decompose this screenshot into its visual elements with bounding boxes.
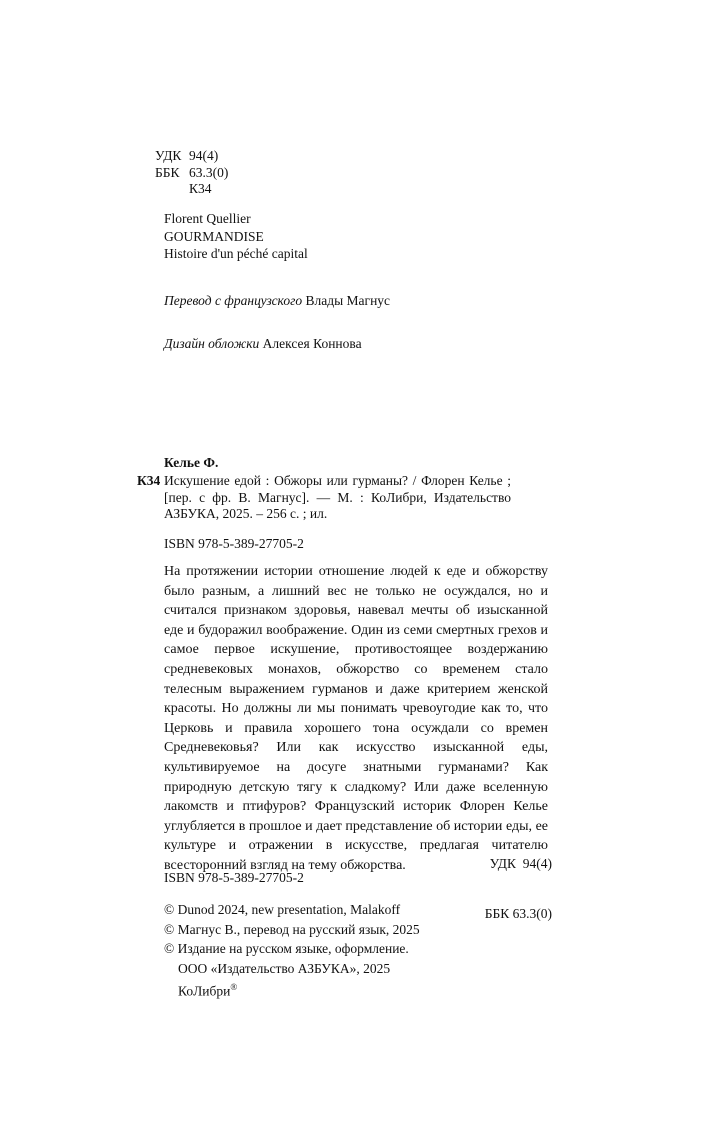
bbk-value: 63.3(0) [189, 164, 229, 180]
original-author: Florent Quellier [164, 211, 251, 226]
original-edition-block [164, 210, 308, 263]
copyright-line-3: © Издание на русском языке, оформление. [164, 941, 409, 956]
cover-designer-credit [164, 336, 362, 352]
cover-designer-label: Дизайн обложки [164, 336, 260, 351]
original-subtitle: Histoire d'un péché capital [164, 246, 308, 261]
classification-repeat-block [485, 823, 552, 955]
copyright-line-5 [164, 978, 420, 1001]
biblio-description-block [137, 473, 511, 523]
translator-credit [164, 293, 390, 309]
copyright-line-4: ООО «Издательство АЗБУКА», 2025 [178, 960, 391, 976]
copyright-line-1: © Dunod 2024, new presentation, Malakoff [164, 902, 401, 917]
biblio-description: Искушение едой : Обжоры или гурманы? / Флорен Келье ; [пер. с фр. В. Магнус]. — М. : КоЛибри, Издательство АЗБУКА, 2025. – 256 с. ; ил. [164, 473, 511, 521]
udk-value: 94(4) [189, 148, 219, 163]
udk-label: УДК [155, 148, 182, 163]
udk-row [155, 148, 228, 165]
biblio-code: К34 [137, 473, 161, 488]
shelf-code: К34 [189, 181, 212, 196]
biblio-author: Келье Ф. [164, 455, 219, 470]
cover-designer-name: Алексея Коннова [262, 336, 362, 351]
isbn-secondary: ISBN 978-5-389-27705-2 [164, 870, 304, 885]
imprint-name: КоЛибри [178, 983, 231, 999]
registered-mark-icon: ® [230, 982, 238, 992]
annotation-text: На протяжении истории отношение людей к еде и обжорству было разным, а лишний вес не только не осуждался, но и считался признаком здоровья, навевал мечты об изысканной еде и будоражил воображение. Один из семи смертных грехов и самое первое искушение, противостоящее воздержанию средневековых монахов, обжорство со временем стало телесным выражением гурманов и даже критерием женской красоты. Но должны ли мы понимать чревоугодие как то, что Церковь и правила хорошего тона осуждали со времен Средневековья? Или как искусство изысканной еды, культивируемое на досуге знатными гурманами? Как природную детскую тягу к сладкому? Или даже вселенную лакомств и птифуров? Французский историк Флорен Келье углубляется в прошлое и дает представление об истории еды, ее культуре и отражении в искусстве, предлагая читателю всесторонний взгляд на тему обжорства. [164, 564, 548, 873]
bbk-repeat: ББК 63.3(0) [484, 905, 552, 921]
copyright-line-2: © Магнус В., перевод на русский язык, 2025 [164, 921, 420, 937]
translator-label: Перевод с французского [164, 293, 303, 308]
classification-block [155, 148, 228, 198]
copyright-block [164, 900, 420, 1001]
udk-repeat: УДК 94(4) [489, 856, 552, 871]
translator-name: Влады Магнус [305, 293, 391, 308]
bbk-label: ББК [155, 164, 180, 180]
bbk-row [155, 165, 228, 182]
original-title: GOURMANDISE [164, 228, 264, 244]
isbn-primary: ISBN 978-5-389-27705-2 [164, 536, 304, 551]
